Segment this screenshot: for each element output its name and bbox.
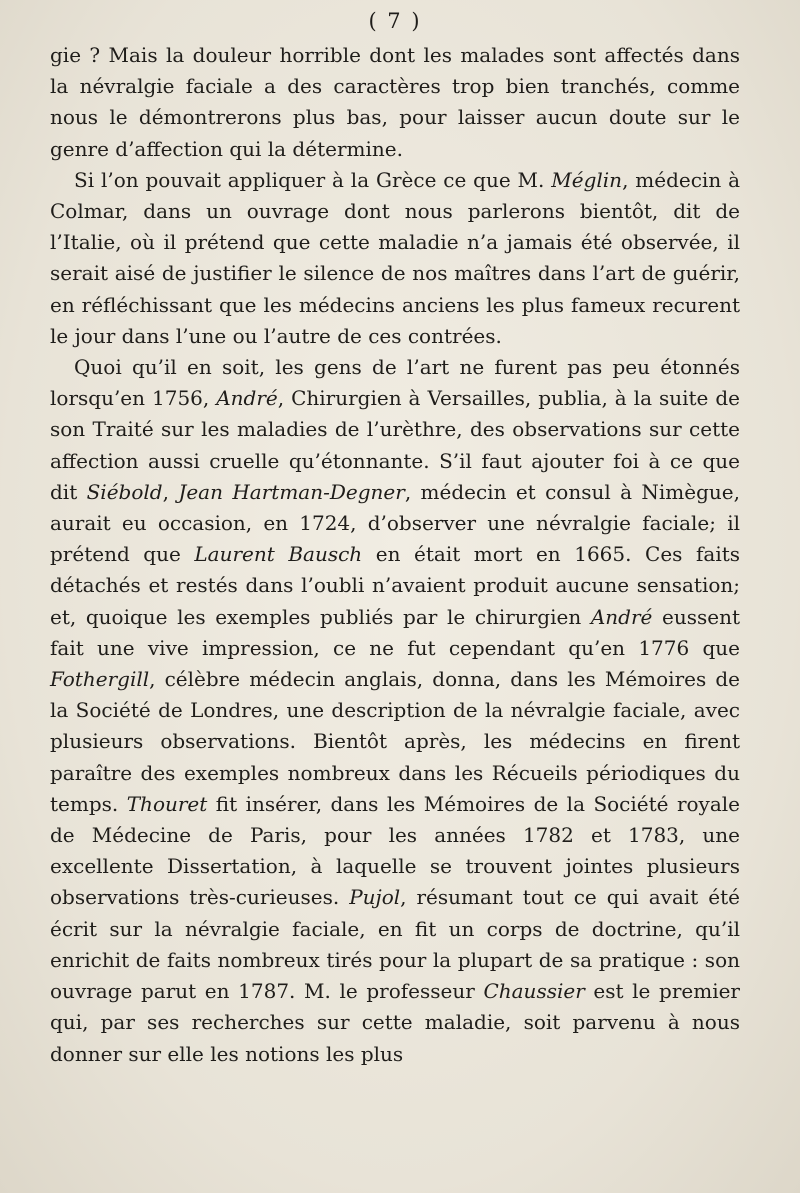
author-name-fothergill: Fothergill [50, 667, 150, 692]
paragraph-2 [50, 165, 740, 352]
author-name-bausch: Laurent Bausch [194, 542, 363, 567]
paragraph-text: gie ? Mais la douleur horrible dont les malades sont affectés dans la névralgie faciale a des caractères trop bien tranchés, comme nous le démontrerons plus bas, pour laisser aucun doute sur le genre d’affection qui la détermine. [50, 43, 740, 161]
paragraph-text: fit insérer, dans les Mémoires de la Société royale de Médecine de Paris, pour les années 1782 et 1783, une excellente Dissertation, à laquelle se trouvent jointes plusieurs observations très-curieuses. [50, 791, 740, 910]
paragraph-text: , Chirurgien à Versailles, publia, à la suite de son Traité sur les maladies de l’urèthre, des observations sur cette affection aussi cruelle qu’étonnante. S’il faut ajouter foi à ce que dit [50, 386, 740, 504]
author-name-andre: André [590, 604, 653, 629]
author-name-meglin: Méglin [551, 167, 623, 192]
paragraph-text: en était mort en 1665. Ces faits détachés et restés dans l’oubli n’avaient produit aucune sensation; et, quoique les exemples publiés par le chirurgien [50, 542, 741, 629]
author-name-pujol: Pujol [349, 885, 401, 910]
author-name-hartman-degner: Jean Hartman-Degner [178, 479, 405, 504]
paragraph-3 [50, 352, 740, 1070]
paragraph-text: , célèbre médecin anglais, donna, dans les Mémoires de la Société de Londres, une description de la névralgie faciale, avec plusieurs observations. Bientôt après, les médecins en firent paraître des exemples nombreux dans les Récueils périodiques du temps. [50, 667, 740, 816]
page-number: ( 7 ) [368, 9, 422, 33]
paragraph-text: est le premier qui, par ses recherches sur cette maladie, soit parvenu à nous donner sur elle les notions les plus [50, 979, 740, 1066]
author-name-andre: André [216, 386, 278, 411]
paragraph-text: Si l’on pouvait appliquer à la Grèce ce que M. [74, 167, 552, 192]
paragraph-text: , médecin à Colmar, dans un ouvrage dont nous parlerons bientôt, dit de l’Italie, où il prétend que cette maladie n’a jamais été observée, il serait aisé de justifier le silence de nos maîtres dans l’art de guérir, en réfléchissant que les médecins anciens les plus fameux recurent le jour dans l’une ou l’autre de ces contrées. [50, 167, 740, 348]
paragraph-text: Quoi qu’il en soit, les gens de l’art ne furent pas peu étonnés lorsqu’en 1756, [50, 355, 740, 411]
paragraph-text: , [162, 479, 179, 504]
paragraph-1 [50, 40, 740, 165]
paragraph-text: , médecin et consul à Nimègue, aurait eu occasion, en 1724, d’observer une névralgie faciale; il prétend que [50, 479, 740, 567]
paragraph-text: , résumant tout ce qui avait été écrit sur la névralgie faciale, en fit un corps de doctrine, qu’il enrichit de faits nombreux tirés pour la plupart de sa pratique : son ouvrage parut en 1787. M. le professeur [50, 885, 740, 1004]
author-name-chaussier: Chaussier [483, 979, 585, 1004]
author-name-siebold: Siébold [86, 479, 163, 504]
author-name-thouret: Thouret [126, 791, 208, 816]
paragraph-text: eussent fait une vive impression, ce ne fut cependant qu’en 1776 que [50, 604, 740, 660]
